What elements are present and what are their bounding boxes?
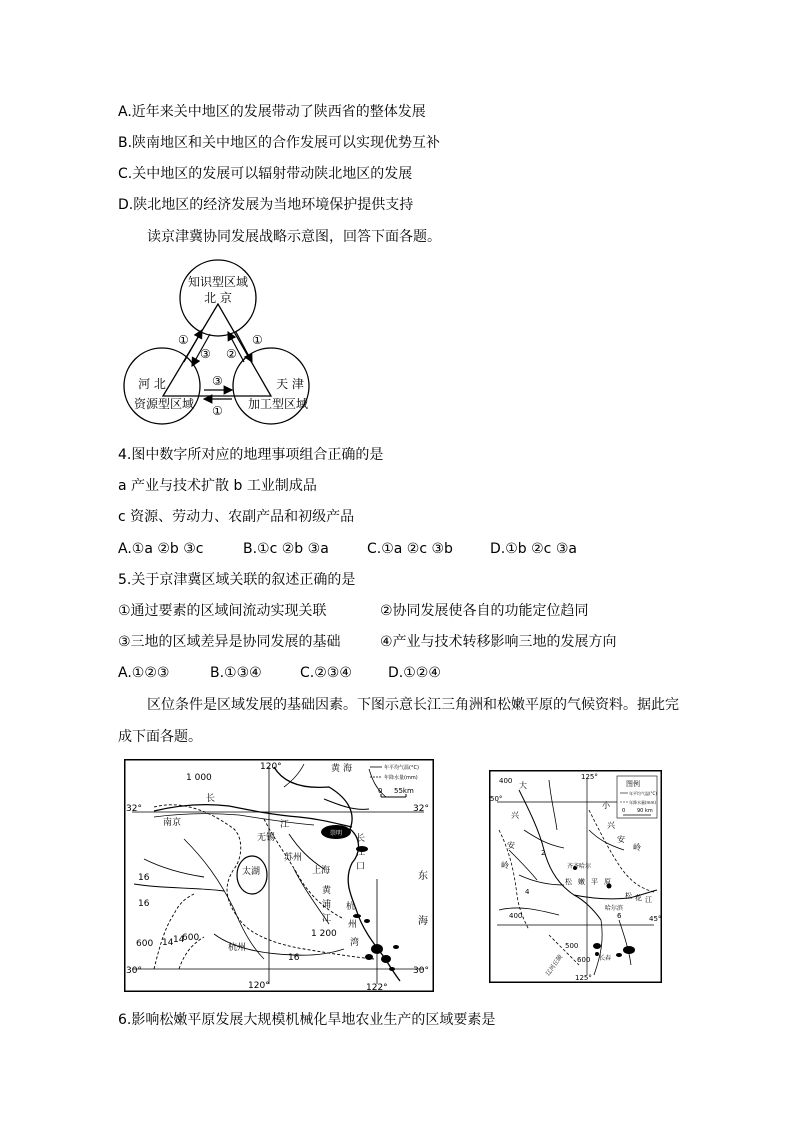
label-qiqihar: 齐齐哈尔	[567, 863, 592, 870]
label-huanghai-2: 海	[343, 764, 353, 774]
label-songhua-2: 花	[635, 894, 642, 902]
label-chongming: 崇明	[330, 830, 343, 837]
label-nanjing: 南京	[163, 818, 182, 828]
intro-climate-line2: 成下面各题。	[118, 729, 202, 745]
scale-zero-2: 0	[622, 808, 626, 814]
label-hangzhou: 杭州	[228, 943, 247, 953]
label-iso-400a: 400	[499, 777, 513, 785]
q3-option-b: B.陕南地区和关中地区的合作发展可以实现优势互补	[118, 135, 441, 151]
label-iso-16a: 16	[138, 873, 150, 883]
q5-statement-4: ④产业与技术转移影响三地的发展方向	[380, 634, 617, 650]
scale-label: 55km	[394, 787, 414, 795]
q4-option-a: A.①a ②b ③c	[118, 541, 204, 557]
label-iso-1000: 1 000	[186, 773, 212, 783]
label-iso-600: 600	[577, 956, 591, 964]
label-daxing-2: 兴	[511, 811, 519, 820]
q5-option-b: B.①③④	[210, 665, 262, 681]
label-suzhou: 苏州	[284, 853, 303, 863]
beijing-label-1: 知识型区域	[187, 275, 249, 289]
jingjinji-diagram	[118, 258, 318, 426]
label-daxing-3: 安	[507, 841, 515, 850]
label-iso-16b: 16	[138, 899, 150, 909]
hebei-label-1: 河 北	[138, 377, 166, 391]
label-shanghai: 上海	[312, 866, 331, 876]
label-iso-1200: 1 200	[311, 929, 337, 939]
beijing-label-2: 北 京	[204, 291, 232, 305]
q3-option-c: C.关中地区的发展可以辐射带动陕北地区的发展	[118, 166, 413, 182]
label-iso-400b: 400	[509, 912, 523, 920]
q5-statement-3: ③三地的区域差异是协同发展的基础	[118, 634, 341, 650]
label-iso-600a: 600	[136, 939, 154, 949]
label-hangzhouwan-2: 州	[348, 920, 358, 930]
legend-rain-2: 年降水量(mm)	[629, 800, 656, 805]
label-iso-500: 500	[565, 942, 579, 950]
label-changjiangkou-1: 长	[356, 834, 366, 844]
q5-option-c: C.②③④	[300, 665, 352, 681]
label-songnen-4: 原	[604, 878, 611, 886]
label-right-up: ②	[226, 347, 237, 361]
q5-statement-1: ①通过要素的区域间流动实现关联	[118, 603, 327, 619]
q6-stem: 6.影响松嫩平原发展大规模机械化旱地农业生产的区域要素是	[118, 1012, 496, 1028]
label-huanghai-1: 黄	[331, 764, 341, 774]
label-songhua-1: 松	[625, 892, 632, 900]
label-songnen-2: 嫩	[578, 878, 585, 886]
songnen-plain-map	[489, 770, 662, 983]
label-donghai-1: 东	[418, 871, 428, 882]
intro-jingjinji: 读京津冀协同发展战略示意图，回答下面各题。	[147, 229, 441, 245]
label-changjiangkou-2: 江	[356, 848, 366, 858]
label-hangzhouwan-3: 湾	[350, 938, 360, 948]
label-chang: 长	[206, 794, 216, 804]
lon-125-top: 125°	[581, 773, 598, 781]
label-songnen-1: 松	[565, 878, 572, 886]
q5-option-d: D.①②④	[388, 665, 441, 681]
label-liaohe: 辽河丘陵	[544, 953, 565, 978]
intro-climate-line1: 区位条件是区域发展的基础因素。下图示意长江三角洲和松嫩平原的气候资料。据此完	[147, 697, 679, 713]
label-daxing-4: 岭	[501, 861, 509, 870]
legend-temp: 年平均气温(°C)	[384, 765, 419, 771]
legend-temp-2: 年平均气温(°C)	[629, 791, 657, 796]
legend-rain: 年降水量(mm)	[384, 775, 418, 781]
label-jiang: 江	[280, 820, 290, 830]
label-huangpu-1: 黄	[322, 886, 332, 896]
scale-label-2: 90 km	[637, 808, 653, 814]
label-harbin: 哈尔滨	[605, 905, 624, 912]
q4-line-a: a 产业与技术扩散 b 工业制成品	[118, 478, 317, 494]
lat-32-left: 32°	[126, 804, 142, 814]
lat-45: 45°	[649, 915, 662, 923]
label-bottom-left: ①	[212, 404, 223, 418]
arrow-right-down	[236, 332, 252, 362]
label-xiaoxing-4: 岭	[633, 843, 641, 852]
q3-option-a: A.近年来关中地区的发展带动了陕西省的整体发展	[118, 104, 426, 120]
label-left-down: ③	[200, 347, 211, 361]
label-hangzhouwan-1: 杭	[346, 902, 356, 912]
label-bottom-right: ③	[212, 374, 223, 388]
lat-30-right: 30°	[413, 966, 429, 976]
label-wuxi: 无锡	[257, 833, 276, 843]
q4-option-d: D.①b ②c ③a	[490, 541, 577, 557]
label-iso-14b: 14	[173, 935, 185, 945]
tianjin-label-2: 加工型区域	[247, 397, 309, 411]
lat-30-left: 30°	[126, 966, 142, 976]
hebei-label-2: 资源型区域	[133, 397, 195, 411]
q5-option-a: A.①②③	[118, 665, 170, 681]
q4-stem: 4.图中数字所对应的地理事项组合正确的是	[118, 447, 384, 463]
label-daxing-1: 大	[519, 781, 527, 790]
label-xiaoxing-3: 安	[617, 835, 625, 844]
label-changchun: 长春	[599, 955, 612, 962]
label-iso-4: 4	[525, 888, 530, 896]
label-xiaoxing-1: 小	[602, 801, 610, 810]
lon-120-top: 120°	[260, 762, 282, 772]
label-right-down: ①	[252, 333, 263, 347]
q4-option-c: C.①a ②c ③b	[367, 541, 453, 557]
tianjin-label-1: 天 津	[276, 377, 304, 391]
label-changjiangkou-3: 口	[356, 862, 366, 872]
q4-line-c: c 资源、劳动力、农副产品和初级产品	[118, 509, 355, 525]
label-iso-2: 2	[541, 849, 546, 857]
legend-title: 图例	[626, 780, 640, 788]
label-iso-16c: 16	[288, 953, 300, 963]
q5-statement-2: ②协同发展使各自的功能定位趋同	[380, 603, 589, 619]
lon-125-bottom: 125°	[575, 974, 592, 982]
q3-option-d: D.陕北地区的经济发展为当地环境保护提供支持	[118, 197, 414, 213]
q4-option-b: B.①c ②b ③a	[243, 541, 329, 557]
label-songhua-3: 江	[645, 896, 652, 904]
yangtze-delta-map	[124, 759, 434, 992]
label-left-up: ①	[178, 333, 189, 347]
scale-zero: 0	[378, 787, 383, 795]
lon-120-bottom: 120°	[248, 981, 270, 991]
q5-stem: 5.关于京津冀区域关联的叙述正确的是	[118, 572, 356, 588]
label-iso-600b: 600	[182, 933, 200, 943]
label-donghai-2: 海	[418, 916, 428, 927]
label-xiaoxing-2: 兴	[607, 821, 615, 830]
label-iso-6: 6	[617, 912, 622, 920]
lat-32-right: 32°	[413, 804, 429, 814]
label-huangpu-3: 江	[322, 914, 332, 924]
label-huangpu-2: 浦	[322, 900, 332, 910]
label-taihu: 太湖	[242, 867, 261, 877]
label-songnen-3: 平	[591, 878, 598, 886]
label-iso-14a: 14	[162, 938, 174, 948]
lon-122: 122°	[366, 983, 388, 992]
lat-50: 50°	[490, 795, 503, 803]
